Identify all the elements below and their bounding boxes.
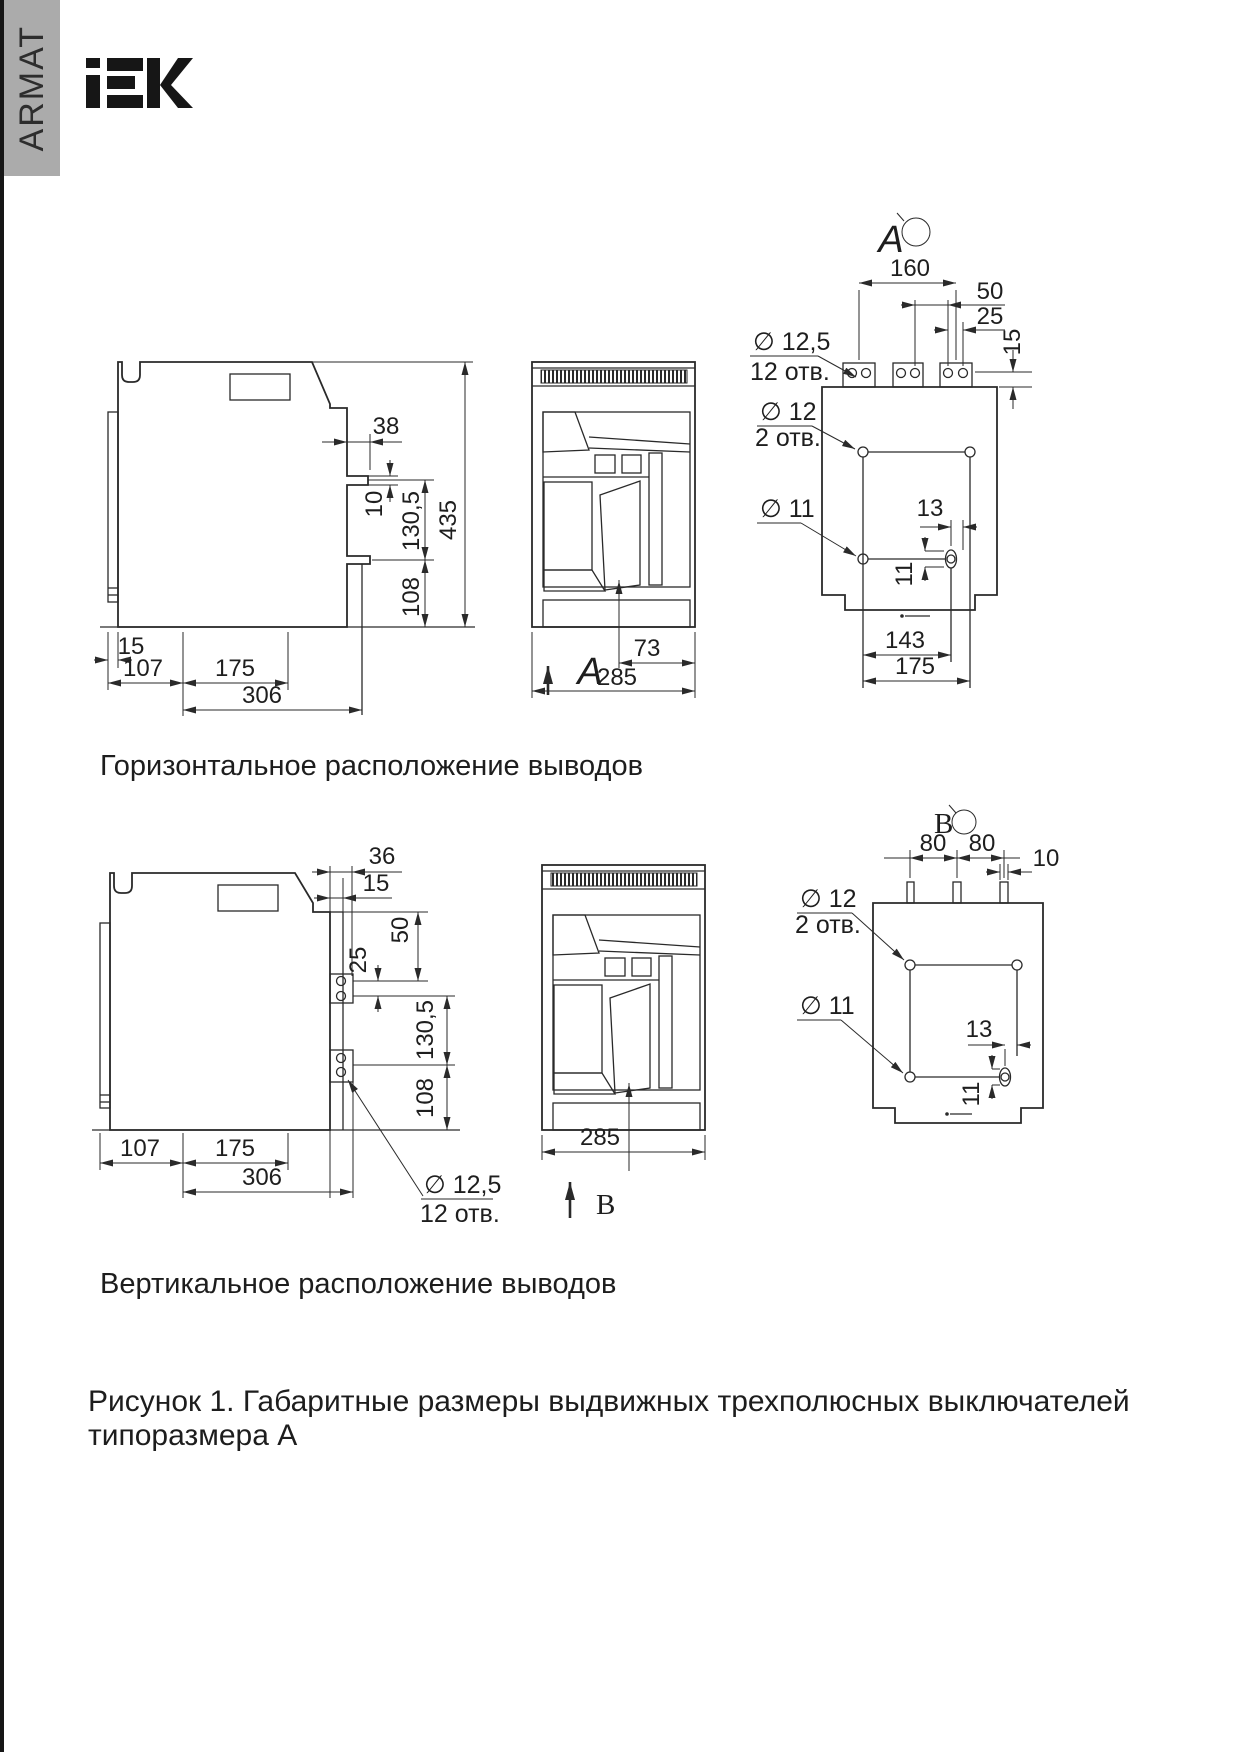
dim-15-top: 15 — [999, 328, 1026, 356]
dim-50-v: 50 — [387, 916, 414, 944]
callout-dia12-count: 2 отв. — [755, 424, 821, 452]
figure-caption: Рисунок 1. Габаритные размеры выдвижных трехполюсных выключателей типоразмера А — [88, 1385, 1130, 1452]
view-label-a: A — [878, 219, 904, 261]
dim-15: 15 — [117, 633, 145, 660]
dim-15-v: 15 — [362, 870, 390, 897]
dim-175-v: 175 — [214, 1135, 256, 1162]
brand-tab-label: ARMAT — [12, 24, 51, 152]
h-top-view — [750, 213, 1032, 688]
dim-10-v: 10 — [1032, 845, 1060, 872]
dim-25-v: 25 — [345, 946, 372, 974]
dim-306: 306 — [241, 682, 283, 709]
dim-13: 13 — [916, 495, 944, 522]
dim-143: 143 — [884, 627, 926, 654]
view-label-b: B — [934, 808, 954, 840]
dim-285-v: 285 — [579, 1124, 621, 1151]
callout-dia11-v: ∅ 11 — [800, 992, 855, 1020]
dim-11: 11 — [891, 561, 918, 587]
dim-25: 25 — [976, 303, 1004, 330]
dim-160: 160 — [889, 255, 931, 282]
dim-36: 36 — [368, 843, 396, 870]
dim-108: 108 — [398, 576, 425, 618]
dim-80b: 80 — [968, 830, 996, 857]
dim-130-5: 130,5 — [398, 490, 425, 552]
v-top-view — [795, 805, 1059, 1123]
callout-dia12-v: ∅ 12 — [800, 885, 857, 913]
dim-80a: 80 — [919, 830, 947, 857]
v-side-view — [92, 843, 501, 1228]
dim-38: 38 — [372, 413, 400, 440]
dim-175: 175 — [214, 655, 256, 682]
v-front-view — [542, 865, 705, 1221]
h-front-view — [532, 362, 695, 698]
dim-130-5-v: 130,5 — [412, 999, 439, 1061]
callout-dia11: ∅ 11 — [760, 495, 815, 523]
dim-50: 50 — [976, 278, 1004, 305]
dim-11-v: 11 — [958, 1081, 985, 1107]
callout-dia12: ∅ 12 — [760, 398, 817, 426]
dim-435: 435 — [435, 499, 462, 541]
section-label-a: A — [577, 651, 603, 693]
callout-dia12-5-count-v: 12 отв. — [420, 1200, 500, 1228]
caption-horizontal: Горизонтальное расположение выводов — [100, 750, 643, 782]
dim-285: 285 — [596, 664, 638, 691]
dim-108-v: 108 — [412, 1077, 439, 1119]
dim-107: 107 — [122, 655, 164, 682]
dim-13-v: 13 — [965, 1016, 993, 1043]
callout-dia12-5-v: ∅ 12,5 — [424, 1171, 502, 1199]
callout-dia12-5: ∅ 12,5 — [753, 328, 831, 356]
callout-dia12-5-count: 12 отв. — [750, 358, 830, 386]
dim-175-top: 175 — [894, 653, 936, 680]
dim-73: 73 — [633, 635, 661, 662]
dim-10: 10 — [361, 490, 388, 518]
caption-vertical: Вертикальное расположение выводов — [100, 1268, 617, 1300]
dim-306-v: 306 — [241, 1164, 283, 1191]
dim-107-v: 107 — [119, 1135, 161, 1162]
h-side-view — [94, 362, 475, 716]
callout-dia12-count-v: 2 отв. — [795, 911, 861, 939]
section-label-b: B — [596, 1189, 616, 1221]
